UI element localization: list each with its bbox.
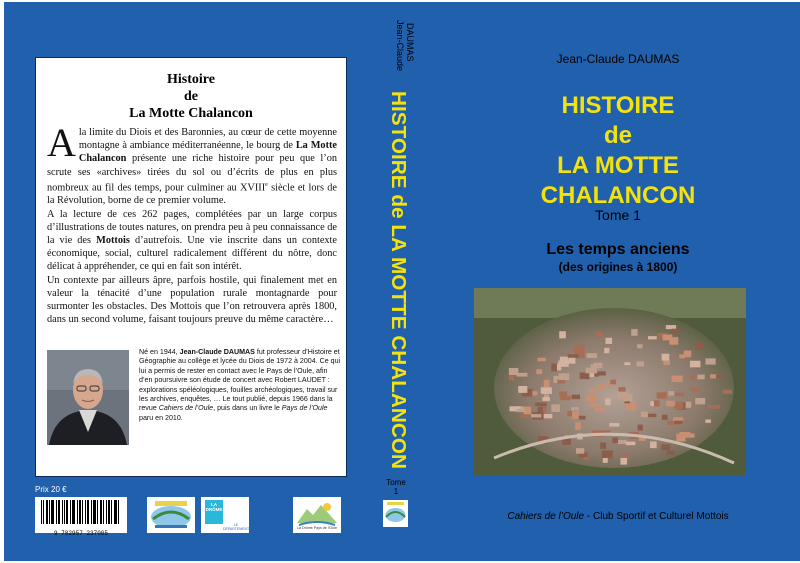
roof-shape xyxy=(648,336,657,339)
bio-text: Né en 1944, xyxy=(139,348,180,356)
roof-shape xyxy=(509,368,518,375)
roof-shape xyxy=(695,342,703,350)
blurb-text: la limite du Diois et des Baronnies, au cœur de cette moyenne montagne à ambiance méditerranéenne, le bourg de xyxy=(78,127,337,152)
author-biography xyxy=(139,348,342,423)
roof-shape xyxy=(576,448,584,454)
blurb-text: siècle et lors de la Révolution, borne de ce premier volume. xyxy=(47,182,337,207)
back-cover-panel xyxy=(35,57,347,477)
barcode-bar xyxy=(111,500,112,524)
roof-shape xyxy=(610,380,616,385)
roof-shape xyxy=(661,444,670,450)
roof-shape xyxy=(684,351,692,358)
barcode-bar xyxy=(82,500,83,524)
roof-shape xyxy=(590,403,599,407)
roof-shape xyxy=(705,419,711,422)
roof-shape xyxy=(690,361,701,368)
roof-shape xyxy=(538,407,543,414)
bio-text: fut professeur d’Histoire et Géographie au collège et lycée du Diois de 1972 à 2004. Ce qui lui a permis de rester en contact avec le Pays de l’Oule, afin d’en poursuivre son étude de concert avec Robert LAUDET : explorations spéléologiques, fouilles archéologiques, travail sur les archives, enquêtes, … Le tout publié, depuis 1966 dans la revue xyxy=(139,348,341,413)
roof-shape xyxy=(662,354,670,361)
roof-shape xyxy=(573,345,584,351)
roof-shape xyxy=(637,344,643,348)
barcode-bar xyxy=(87,500,89,524)
roof-shape xyxy=(517,409,525,412)
page-edge-top xyxy=(0,0,800,2)
roof-shape xyxy=(676,401,683,409)
roof-shape xyxy=(586,395,598,401)
roof-shape xyxy=(572,411,579,419)
aerial-village-photo xyxy=(474,288,746,475)
barcode-bar xyxy=(72,500,75,524)
roof-shape xyxy=(568,354,579,357)
roof-shape xyxy=(537,358,545,361)
publisher-rest: - Club Sportif et Culturel Mottois xyxy=(584,511,729,522)
author-photo xyxy=(47,350,129,445)
barcode-bar xyxy=(56,500,57,524)
roof-shape xyxy=(518,386,527,393)
roof-shape xyxy=(666,401,674,407)
roof-shape xyxy=(542,397,550,401)
barcode-bar xyxy=(85,500,86,524)
front-cover-subtitle: Les temps anciens xyxy=(546,241,690,258)
back-title-line3: La Motte Chalancon xyxy=(129,106,253,121)
publisher-logo-oule xyxy=(147,497,195,533)
roof-shape xyxy=(605,338,612,344)
roof-shape xyxy=(676,434,685,442)
barcode-bar xyxy=(93,500,96,524)
spine-tome xyxy=(380,478,412,496)
barcode-bar xyxy=(97,500,98,524)
roof-shape xyxy=(620,458,627,465)
barcode-bar xyxy=(118,500,119,524)
isbn-number: 9 782957 237005 xyxy=(53,530,108,537)
roof-shape xyxy=(559,331,566,338)
roof-shape xyxy=(600,442,606,449)
roof-shape xyxy=(560,357,568,364)
publisher-italic: Cahiers de l’Oule xyxy=(507,511,585,522)
roof-shape xyxy=(663,361,670,365)
barcode-bar xyxy=(64,500,65,524)
roof-shape xyxy=(536,369,542,374)
back-cover-title xyxy=(36,71,346,122)
roof-shape xyxy=(690,375,695,380)
barcode-bar xyxy=(100,500,102,524)
roof-shape xyxy=(668,391,674,396)
roof-shape xyxy=(509,376,515,381)
roof-shape xyxy=(666,451,674,455)
roof-shape xyxy=(708,405,720,409)
roof-shape xyxy=(624,362,630,365)
blurb-text: A la lecture de ces 262 pages, complétées par un large corpus d’illustrations de toutes natures, on prendra peu à peu connaissance de la vie des xyxy=(47,208,337,247)
bio-italic-text: Pays de l’Oule xyxy=(281,404,328,413)
back-title-line2: de xyxy=(184,89,198,104)
author-portrait-image xyxy=(47,350,129,445)
roof-shape xyxy=(572,395,580,400)
roof-shape xyxy=(622,394,632,401)
roof-shape xyxy=(666,325,676,329)
roof-shape xyxy=(551,404,560,412)
spine-author-first-name: Jean-Claude xyxy=(395,20,405,72)
roof-shape xyxy=(595,408,605,412)
bio-author-name: Jean-Claude DAUMAS xyxy=(179,348,255,356)
roof-shape xyxy=(543,414,553,418)
spine-tome-number: 1 xyxy=(393,487,399,496)
barcode-bar xyxy=(66,500,68,524)
drome-logo-letters: LA DRÔME xyxy=(205,500,223,524)
barcode-bar xyxy=(58,500,60,524)
roof-shape xyxy=(716,374,723,378)
roof-shape xyxy=(618,440,627,444)
roof-shape xyxy=(532,391,538,395)
roof-shape xyxy=(560,396,570,400)
roof-shape xyxy=(587,353,598,358)
blurb-bold-text: La Motte Chalancon xyxy=(78,140,337,165)
oule-spine-logo-icon xyxy=(383,500,408,527)
barcode-bar xyxy=(77,500,78,524)
spine-tome-label: Tome xyxy=(386,478,406,487)
oule-logo-icon xyxy=(147,497,195,533)
roof-shape xyxy=(524,407,531,415)
barcode-bar xyxy=(43,500,44,524)
roof-shape xyxy=(650,441,657,448)
roof-shape xyxy=(586,368,597,374)
back-cover-blurb xyxy=(47,120,337,326)
pays-oule-logo xyxy=(293,497,341,533)
roof-shape xyxy=(675,393,684,396)
barcode-bar xyxy=(51,500,54,524)
roof-shape xyxy=(673,417,683,420)
price-label: Prix 20 € xyxy=(35,485,67,494)
front-title-line3: LA MOTTE CHALANCON xyxy=(540,152,696,209)
barcode-bar xyxy=(91,500,92,524)
barcode-bar xyxy=(108,500,110,524)
roof-shape xyxy=(602,451,613,459)
roof-shape xyxy=(672,329,680,335)
roof-shape xyxy=(631,329,637,336)
roof-shape xyxy=(612,438,618,443)
barcode-bar xyxy=(103,500,104,524)
roof-shape xyxy=(605,398,610,405)
roof-shape xyxy=(638,425,643,431)
blurb-superscript: e xyxy=(265,181,268,188)
front-cover-tome: Tome 1 xyxy=(595,207,641,223)
front-cover-publisher xyxy=(478,511,758,522)
pays-oule-caption: La Drôme Pays de l’Oule xyxy=(297,526,337,530)
blurb-text: d’autrefois. Une vie inscrite dans un contexte économique, social, culturel radicalement différent du nôtre, donc délicat à appréhender, ce qui en fait son intérêt. xyxy=(47,235,337,273)
roof-shape xyxy=(695,398,705,404)
roof-shape xyxy=(535,403,546,407)
roof-shape xyxy=(571,407,579,410)
barcode-bar xyxy=(62,500,63,524)
bio-italic-text: Cahiers de l’Oule xyxy=(158,404,214,413)
page-edge-left xyxy=(0,0,4,563)
roof-shape xyxy=(662,415,668,420)
barcode-bar xyxy=(106,500,107,524)
blurb-paragraph-3: Un contexte par ailleurs âpre, parfois hostile, qui finalement met en valeur la ténacité d’une population rurale montagnarde pour surmonter les obstacles. Des Mottois que l’on retrouvera après 1800, dans un second volume, faisant toujours preuve du même caractère… xyxy=(47,274,337,326)
roof-shape xyxy=(654,400,660,406)
barcode-bar xyxy=(41,500,42,524)
spine-title-text: HISTOIRE de LA MOTTE CHALANCON xyxy=(387,91,410,465)
barcode-bar xyxy=(70,500,71,524)
roof-shape xyxy=(625,402,637,410)
front-title-line2: de xyxy=(603,122,632,149)
blurb-paragraph-2 xyxy=(47,208,337,274)
roof-shape xyxy=(579,416,586,420)
roof-shape xyxy=(609,423,619,427)
roof-shape xyxy=(575,422,581,430)
barcode-bar xyxy=(114,500,117,524)
roof-shape xyxy=(596,332,603,337)
blurb-text: présente une riche histoire pour peu que l’on scrute ses «archives» tirées du sol ou d’écrits de plus en plus nombreux au fil des temps, pour culminer au XVIII xyxy=(47,153,337,194)
back-title-line1: Histoire xyxy=(167,72,215,87)
bio-text: , puis dans un livre le xyxy=(213,404,282,413)
roof-shape xyxy=(618,387,625,392)
roof-shape xyxy=(559,373,570,380)
roof-shape xyxy=(641,412,648,417)
drome-logo-caption: LE DÉPARTEMENT xyxy=(223,523,250,531)
roof-shape xyxy=(584,457,589,460)
front-cover-title xyxy=(478,91,758,211)
roof-shape xyxy=(591,364,601,368)
roof-shape xyxy=(657,392,667,398)
roof-shape xyxy=(639,438,646,441)
roof-shape xyxy=(697,375,704,380)
roof-shape xyxy=(705,358,715,364)
department-drome-logo xyxy=(201,497,249,533)
front-cover-author: Jean-Claude DAUMAS xyxy=(556,52,680,66)
blurb-paragraph-1 xyxy=(47,120,337,208)
roof-shape xyxy=(531,414,541,417)
barcode-icon xyxy=(35,497,127,525)
roof-shape xyxy=(589,389,596,394)
roof-shape xyxy=(672,376,683,382)
roof-shape xyxy=(626,442,635,446)
bio-text: paru en 2010. xyxy=(139,413,183,422)
barcode-bar xyxy=(46,500,48,524)
spine-author-last-name: DAUMAS xyxy=(405,23,415,62)
roof-shape xyxy=(636,361,643,366)
barcode-bar xyxy=(49,500,50,524)
barcode-bar xyxy=(79,500,81,524)
blurb-bold-text: Mottois xyxy=(96,235,130,247)
roof-shape xyxy=(648,414,656,417)
drop-cap: A xyxy=(47,120,76,165)
roof-shape xyxy=(541,387,552,394)
isbn-barcode xyxy=(35,497,127,537)
spine-title xyxy=(380,85,420,475)
roof-shape xyxy=(663,334,673,340)
roof-shape xyxy=(580,373,590,380)
roof-shape xyxy=(567,411,572,416)
front-cover-dates: (des origines à 1800) xyxy=(558,260,678,274)
front-title-line1: HISTOIRE xyxy=(561,92,675,119)
spine-logo xyxy=(383,500,408,527)
roof-shape xyxy=(551,363,557,371)
roof-shape xyxy=(598,384,605,389)
roof-shape xyxy=(603,458,608,463)
roof-shape xyxy=(544,380,550,387)
roof-shape xyxy=(723,390,732,394)
roof-shape xyxy=(604,348,609,353)
roof-shape xyxy=(691,388,699,391)
aerial-village-image xyxy=(474,288,746,475)
